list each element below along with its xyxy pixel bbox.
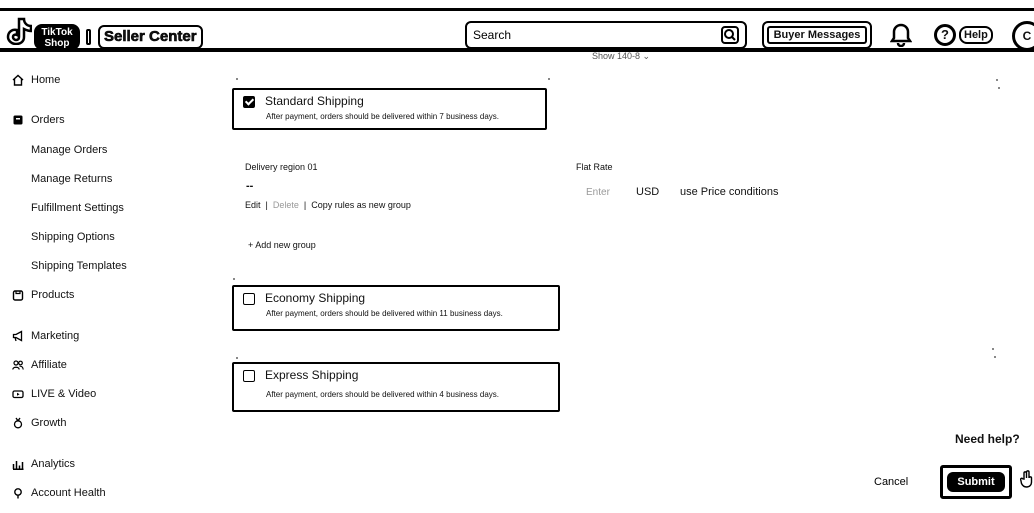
standard-shipping-checkbox[interactable]	[243, 96, 255, 108]
logo-title: Seller Center	[98, 25, 203, 49]
logo[interactable]	[6, 17, 197, 49]
rate-input[interactable]: Enter	[586, 187, 610, 198]
economy-shipping-option[interactable]	[232, 285, 560, 331]
artifact-dot	[994, 356, 996, 358]
option-description: After payment, orders should be delivered within 11 business days.	[266, 309, 503, 318]
edit-link[interactable]: Edit	[245, 200, 261, 210]
option-description: After payment, orders should be delivered within 4 business days.	[266, 390, 500, 399]
medal-icon	[12, 417, 24, 429]
sidebar-item-fulfillment-settings[interactable]	[31, 202, 124, 214]
sidebar-item-analytics[interactable]	[12, 458, 75, 470]
submit-label: Submit	[947, 472, 1005, 492]
artifact-dot	[233, 278, 235, 280]
express-shipping-option[interactable]	[232, 362, 560, 412]
need-help-link[interactable]: Need help?	[955, 432, 1020, 446]
buyer-messages-button[interactable]	[762, 21, 872, 49]
logo-divider	[86, 29, 91, 45]
sidebar-item-label: Account Health	[31, 487, 106, 499]
logo-shop-badge: TikTok Shop	[34, 24, 80, 50]
option-title: Standard Shipping	[265, 94, 364, 108]
cancel-button[interactable]: Cancel	[874, 476, 909, 488]
help-button[interactable]	[934, 23, 993, 47]
delivery-region-value: --	[246, 180, 254, 192]
products-icon	[12, 289, 24, 301]
submit-button[interactable]	[940, 465, 1012, 499]
sidebar-item-label: Orders	[31, 114, 65, 126]
sidebar-item-label: Analytics	[31, 458, 76, 470]
sidebar	[0, 60, 200, 513]
bell-icon[interactable]	[890, 23, 912, 47]
flat-rate-label: Flat Rate	[576, 162, 613, 172]
search-input[interactable]	[473, 26, 713, 44]
buyer-messages-label: Buyer Messages	[767, 26, 867, 44]
sidebar-item-account-health[interactable]	[12, 487, 106, 499]
artifact-dot	[236, 78, 238, 80]
search-box	[465, 21, 747, 49]
sidebar-item-label: LIVE & Video	[31, 388, 97, 400]
add-new-group-button[interactable]: + Add new group	[248, 240, 316, 250]
shop-selector[interactable]: Show 140-8 ⌄	[592, 51, 651, 61]
sidebar-item-live-video[interactable]	[12, 388, 96, 400]
sidebar-item-label: Marketing	[31, 330, 80, 342]
sidebar-item-marketing[interactable]	[12, 330, 79, 342]
standard-shipping-option[interactable]	[232, 88, 547, 130]
sidebar-item-label: Affiliate	[31, 359, 67, 371]
artifact-dot	[548, 78, 550, 80]
top-header	[0, 8, 1034, 52]
sidebar-item-shipping-templates[interactable]	[31, 260, 127, 272]
home-icon	[12, 74, 24, 86]
analytics-icon	[12, 458, 24, 470]
separator: |	[301, 200, 309, 210]
users-icon	[12, 359, 24, 371]
sidebar-item-shipping-options[interactable]	[31, 231, 115, 243]
option-title: Economy Shipping	[265, 291, 366, 305]
sidebar-item-affiliate[interactable]	[12, 359, 67, 371]
sidebar-item-label: Products	[31, 289, 75, 301]
shop-selector-label: Show 140-8	[592, 51, 641, 61]
sidebar-item-manage-orders[interactable]	[31, 144, 107, 156]
megaphone-icon	[12, 330, 24, 342]
artifact-dot	[992, 348, 994, 350]
artifact-dot	[998, 87, 1000, 89]
artifact-dot	[236, 357, 238, 359]
express-shipping-checkbox[interactable]	[243, 370, 255, 382]
video-icon	[12, 388, 24, 400]
question-icon: ?	[934, 24, 956, 46]
sidebar-item-label: Growth	[31, 417, 67, 429]
option-title: Express Shipping	[265, 368, 359, 382]
sidebar-item-label: Fulfillment Settings	[31, 202, 124, 214]
delete-link[interactable]: Delete	[272, 200, 299, 210]
search-icon[interactable]	[721, 26, 739, 44]
price-conditions-link[interactable]: use Price conditions	[680, 186, 779, 198]
sidebar-item-products[interactable]	[12, 289, 74, 301]
sidebar-item-label: Home	[31, 74, 61, 86]
shield-icon	[12, 487, 24, 499]
sidebar-item-growth[interactable]	[12, 417, 66, 429]
tiktok-note-icon	[6, 17, 32, 45]
option-description: After payment, orders should be delivered within 7 business days.	[266, 112, 500, 121]
delivery-region-label: Delivery region 01	[245, 162, 318, 172]
copy-rules-link[interactable]: Copy rules as new group	[311, 200, 411, 210]
sidebar-item-label: Manage Orders	[31, 144, 108, 156]
sidebar-item-label: Shipping Templates	[31, 260, 127, 272]
hand-pointer-icon	[1020, 470, 1034, 488]
currency-label: USD	[636, 186, 660, 198]
avatar[interactable]: C	[1012, 21, 1034, 51]
sidebar-item-home[interactable]	[12, 74, 60, 86]
economy-shipping-checkbox[interactable]	[243, 293, 255, 305]
sidebar-item-orders[interactable]	[12, 114, 65, 126]
sidebar-item-label: Manage Returns	[31, 173, 113, 185]
separator: |	[263, 200, 271, 210]
sidebar-item-label: Shipping Options	[31, 231, 115, 243]
orders-icon	[12, 114, 24, 126]
sidebar-item-manage-returns[interactable]	[31, 173, 112, 185]
region-actions	[245, 200, 411, 210]
help-label: Help	[959, 26, 993, 44]
artifact-dot	[996, 79, 998, 81]
